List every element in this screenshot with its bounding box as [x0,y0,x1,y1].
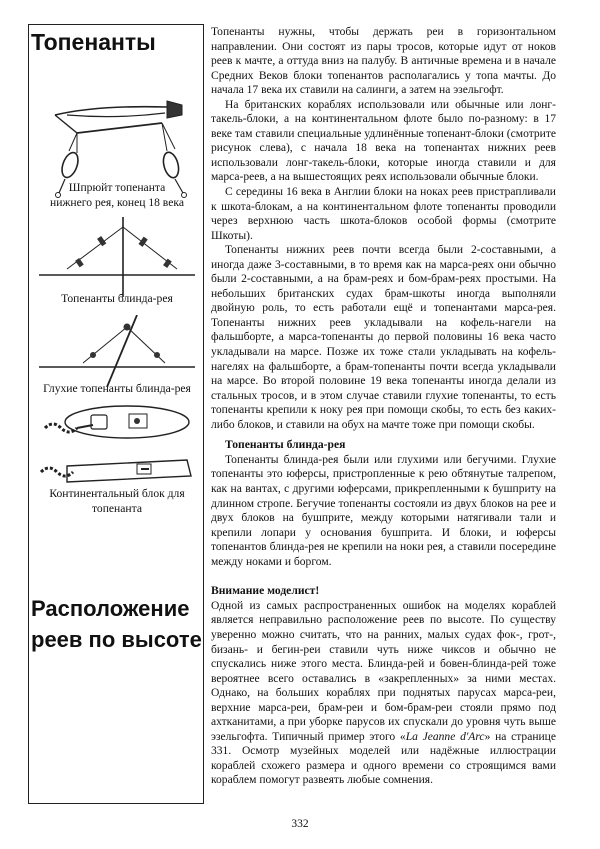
caption-fig1 [29,180,205,210]
paragraph-british-blocks: На британских кораблях использовали или обычные или лонг-такель-блоки, а на континентальном флоте было по-разному: в 17 веке там ставили специальные удлинённые топенант-блоки (смотрите рисунок слева), с начала 18 века на топенантах нижних реев использовали лонг-такель-блоки, которые иногда ставили и для марса-реев, а на вышестоящих реях использовали обычные блоки. [211,98,556,184]
caption-fig4-line2: топенанта [92,502,142,515]
sidebar-frame [28,24,204,804]
caption-fig1-line1: Шпрюйт топенанта [68,181,166,194]
figure-blinda-standing-lifts [37,315,197,387]
heading-blinda-lifts: Топенанты блинда-рея [225,438,346,452]
section-title-yard-height [31,593,202,655]
paragraph-sheet-blocks: С середины 16 века в Англии блоки на ноках реев пристрапливали к шкота-блокам, а на континентальном флоте топенанты проводили через верхнюю часть шкота-блоков особой формы (смотрите Шкоты). [211,186,556,242]
caption-fig1-line2: нижнего рея, конец 18 века [50,196,184,209]
section-title-yard-height-line1: Расположение [31,596,190,621]
caption-fig2: Топенанты блинда-рея [61,292,173,305]
caption-fig4-line1: Континентальный блок для [49,487,185,500]
heading-modeler-warning: Внимание моделист! [211,584,320,598]
paragraph-lower-yard-lifts: Топенанты нижних реев почти всегда были 2-составными, а иногда даже 3-составными, в то время как на марса-реях они обычно были 2-составными, а на брам-реях и бом-брам-реях простыми. На небольших британских судах брам-шкоты иногда выполняли двойную роль, то есть работали ещё и топенантами марса-рея. Топенанты нижних реев укладывали на кофель-нагели на фальшборте, а марса-топенанты до первой половины 16 века часто укладывали на марсе. Позже их тоже стали укладывать на кофель-нагелях на фальшборте, а брам-топенанты почти всегда укладывали на марсе. Во второй половине 19 века топенанты иногда делали из стальных тросов, и в этом случае ставили глухие топенанты, то есть топенанты крепили к ноку рея при помощи скобы, то есть без каких-либо блоков, и ставили на обух на мачте тоже при помощи скобы. [211,244,556,431]
warning-text-part1: Одной из самых распространенных ошибок на моделях кораблей является неправильно расположение реев по высоте. По существу уверенно можно считать, что на ранних, малых судах фок-, грот-, бизань- и бегин-реи ставили чуть ниже чиксов и обычно не спускались ниже этого места. Блинда-рей и бовен-блинда-рей тоже вероятнее всего оставались в «закрепленных» за ними местах. Однако, на больших кораблях при поднятых парусах марса-реи, верхние марса-реи, брам-реи и бом-брам-реи стояли прямо под ахтканитами, а при уборке парусов их спускали до уровня чуть выше эзельгофта. Типичный пример этого « [211,599,556,743]
caption-fig4 [29,486,205,516]
paragraph-intro: Топенанты нужны, чтобы держать реи в горизонтальном направлении. Они состоят из пары тросов, которые идут от ноков реев к мачте, а оттуда вниз на палубу. В античные времена и в начале Средних Веков блоки топенантов располагались у топа мачты. До начала 17 века их ставили на салинги, а затем на эзельгофт. [211,26,556,97]
page-number: 332 [291,818,309,830]
section-title-topenanty: Топенанты [31,29,156,55]
figure-continental-block [37,400,197,495]
paragraph-blinda-lifts: Топенанты блинда-рея были или глухими или бегучими. Глухие топенанты это юферсы, пристропленные к рею обтянутые талрепом, как на вантах, с другими юферсами, прикрепленными к бушприту на длинном стропе. Бегучие топенанты состояли из двух блоков на рее и двух блоков на бушприте, между которыми натягивали тали и крепили лопари у основания бушприта. И блоки, и юферсы топенантов блинда-рея не крепили на ноки рея, а ставили посередине между ноками и боргом. [211,453,556,568]
warning-ship-name: La Jeanne d'Arc [405,730,485,743]
caption-fig3: Глухие топенанты блинда-рея [43,382,191,395]
section-title-yard-height-line2: реев по высоте [31,627,202,652]
paragraph-modeler-warning [211,599,556,788]
figure-blinda-lifts [37,217,197,297]
warning-text-part2: » на странице 331. Осмотр музейных моделей или надёжные иллюстрации кораблей схожего размера и одного времени со строящимся вами кораблем помогут развеять любые сомнения. [211,730,556,787]
main-text-column [211,25,556,788]
